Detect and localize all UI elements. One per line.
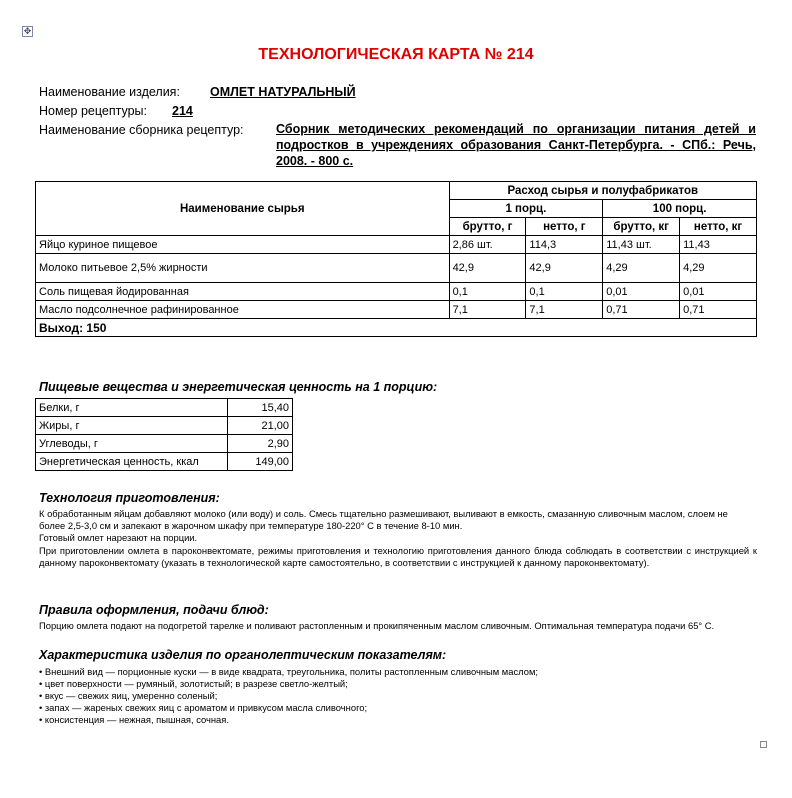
nutrition-heading: Пищевые вещества и энергетическая ценность на 1 порцию: <box>39 380 438 394</box>
page-title: ТЕХНОЛОГИЧЕСКАЯ КАРТА № 214 <box>258 46 534 63</box>
ingredient-name: Яйцо куриное пищевое <box>36 236 450 254</box>
characteristic-item: • Внешний вид — порционные куски — в виде квадрата, треугольника, политы растопленным сливочным маслом; <box>39 666 538 677</box>
ingredient-gross: 2,86 шт. <box>449 236 526 254</box>
collection-label: Наименование сборника рецептур: <box>39 123 244 137</box>
table-row <box>36 453 293 471</box>
ingredient-gross-100: 0,01 <box>603 283 680 301</box>
ingredient-net: 114,3 <box>526 236 603 254</box>
collection-value: Сборник методических рекомендаций по организации питания детей и подростков в учреждениях образования Санкт-Петербурга. - СПб.: Речь, 2008. - 800 с. <box>276 122 756 168</box>
output-label: Выход: 150 <box>36 319 757 337</box>
ingredient-net-100: 0,71 <box>680 301 757 319</box>
ingredient-gross-100: 0,71 <box>603 301 680 319</box>
net-g-header: нетто, г <box>526 218 603 236</box>
nutrient-name: Энергетическая ценность, ккал <box>36 453 228 471</box>
ingredient-name: Масло подсолнечное рафинированное <box>36 301 450 319</box>
gross-g-header: брутто, г <box>449 218 526 236</box>
ingredient-gross: 0,1 <box>449 283 526 301</box>
nutrition-table <box>35 398 293 471</box>
nutrient-name: Жиры, г <box>36 417 228 435</box>
ingredient-net: 7,1 <box>526 301 603 319</box>
nutrient-value: 2,90 <box>228 435 293 453</box>
characteristic-item: • консистенция — нежная, пышная, сочная. <box>39 714 229 725</box>
technology-paragraph-3: При приготовлении омлета в пароконвектомате, режимы приготовления и технологию приготовления данного блюда соблюдать в соответствии с инструкцией к данному пароконвектомату (указать в технологической карте самостоятельно, в соответствии с инструкцией к данному пароконвектомату). <box>39 545 757 568</box>
recipe-number-label: Номер рецептуры: <box>39 104 147 118</box>
characteristic-item: • запах — жареных свежих яиц с ароматом и привкусом масла сливочного; <box>39 702 368 713</box>
ingredient-net-100: 11,43 <box>680 236 757 254</box>
table-row <box>36 283 757 301</box>
nutrient-name: Углеводы, г <box>36 435 228 453</box>
nutrient-value: 21,00 <box>228 417 293 435</box>
characteristic-item: • вкус — свежих яиц, умеренно соленый; <box>39 690 218 701</box>
table-row <box>36 399 293 417</box>
ingredient-gross: 7,1 <box>449 301 526 319</box>
ingredient-gross-100: 11,43 шт. <box>603 236 680 254</box>
item-name-label: Наименование изделия: <box>39 85 180 99</box>
name-column-header: Наименование сырья <box>36 182 450 236</box>
table-row <box>36 301 757 319</box>
gross-kg-header: брутто, кг <box>603 218 680 236</box>
characteristics-heading: Характеристика изделия по органолептическим показателям: <box>39 648 447 662</box>
serving-text: Порцию омлета подают на подогретой тарелке и поливают растопленным и прокипяченным маслом сливочным. Оптимальная температура подачи 65° С. <box>39 620 715 631</box>
recipe-number-value: 214 <box>172 104 193 118</box>
table-row <box>36 417 293 435</box>
ingredient-net-100: 4,29 <box>680 254 757 283</box>
table-row <box>36 435 293 453</box>
characteristic-item: • цвет поверхности — румяный, золотистый; в разрезе светло-желтый; <box>39 678 348 689</box>
technology-paragraph-1: К обработанным яйцам добавляют молоко (или воду) и соль. Смесь тщательно размешивают, выливают в емкость, смазанную сливочным маслом, слоем не более 2,5-3,0 см и запекают в жарочном шкафу при температуре 180-220° С в течение 8-10 мин. <box>39 508 728 531</box>
net-kg-header: нетто, кг <box>680 218 757 236</box>
ingredient-gross: 42,9 <box>449 254 526 283</box>
one-portion-header: 1 порц. <box>449 200 603 218</box>
hundred-portions-header: 100 порц. <box>603 200 757 218</box>
output-row <box>36 319 757 337</box>
ingredient-net: 0,1 <box>526 283 603 301</box>
technology-heading: Технология приготовления: <box>39 491 220 505</box>
nutrient-name: Белки, г <box>36 399 228 417</box>
nutrient-value: 15,40 <box>228 399 293 417</box>
consumption-group-header: Расход сырья и полуфабрикатов <box>449 182 756 200</box>
ingredient-gross-100: 4,29 <box>603 254 680 283</box>
technology-paragraph-2: Готовый омлет нарезают на порции. <box>39 532 198 543</box>
nutrient-value: 149,00 <box>228 453 293 471</box>
table-row <box>36 236 757 254</box>
ingredient-net: 42,9 <box>526 254 603 283</box>
ingredient-name: Соль пищевая йодированная <box>36 283 450 301</box>
ingredient-name: Молоко питьевое 2,5% жирности <box>36 254 450 283</box>
table-row <box>36 254 757 283</box>
item-name-value: ОМЛЕТ НАТУРАЛЬНЫЙ <box>210 85 356 99</box>
table-resize-handle-icon[interactable] <box>760 741 767 748</box>
ingredient-net-100: 0,01 <box>680 283 757 301</box>
serving-heading: Правила оформления, подачи блюд: <box>39 603 269 617</box>
table-move-handle-icon[interactable]: ✥ <box>23 26 32 36</box>
ingredients-table <box>35 181 757 337</box>
